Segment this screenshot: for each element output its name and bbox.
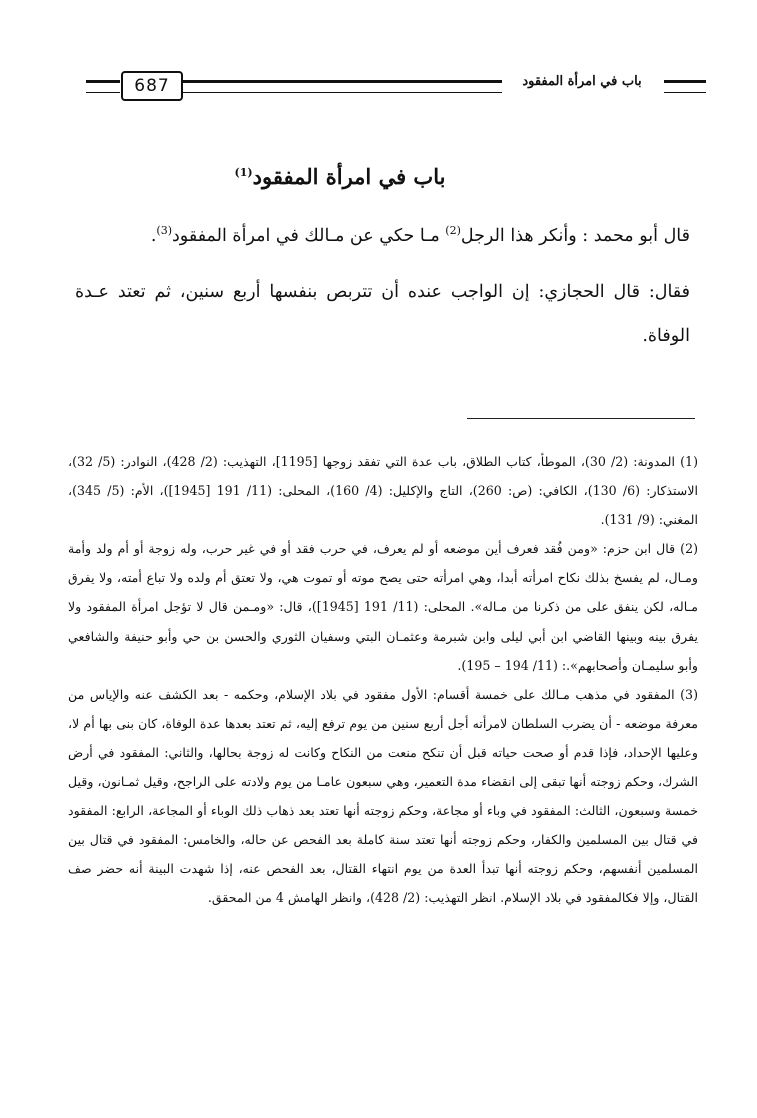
footnote-text: قال ابن حزم: «ومن فُقد فعرف أين موضعه أو لم يعرف، في حرب فقد أو في غير حرب، وله زوجة أو أم ولد وأمة ومـال، لم يفسخ بذلك نكاح امرأته أبدا، وهي امرأته حتى يصح موته أو تموت هي، ولا تعتق أم ولده ولا تباع أمته، ولا يفرق مـاله، لكن ينفق على من ذكرنا من مـاله». المحلى: (11/ 191 [1945])، قال: «ومـمن قال لا تؤجل امرأة المفقود ولا يفرق بينه وبينها القاضي ابن أبي ليلى وابن شبرمة وعثمـان البتي وسفيان الثوري والحسن بن حي وأبو حنيفة والشافعي وأبو سليمـان وأصحابهم».: (11/ 194 – 195). — [68, 541, 698, 673]
footnote-text: المفقود في مذهب مـالك على خمسة أقسام: الأول مفقود في بلاد الإسلام، وحكمه - بعد الكشف عنه والإياس من معرفة موضعه - أن يضرب السلطان لامرأته أجل أربع سنين من يوم ترفع إليه، ثم تعتد بعدها عدة الوفاة، كان بنى بها أم لا، وعليها الإحداد، فإذا قدم أو صحت حياته قبل أن تنكح منعت من النكاح وكانت له زوجة بحالها، والثاني: المفقود في أرض الشرك، وحكم زوجته أنها تبقى إلى انقضاء مدة التعمير، وهي سبعون عامـا من يوم ولادته على الراجح، وقيل ثمـانون، وقيل خمسة وسبعون، الثالث: المفقود في وباء أو مجاعة، وحكم زوجته أنها تعتد بعد ذهاب ذلك الوباء أو المجاعة، الرابع: المفقود في قتال بين المسلمين والكفار، وحكم زوجته أنها تعتد سنة كاملة بعد الفحص عن حاله، والخامس: المفقود في قتال بين المسلمين أنفسهم، وحكم زوجته أنها تبدأ العدة من يوم انتهاء القتال، بعد الفحص عنه، إذا شهدت البينة أنه حضر صف القتال، وإلا فكالمفقود في بلاد الإسلام. انظر التهذيب: (2/ 428)، وانظر الهامش 4 من المحقق. — [68, 686, 698, 906]
footnote-number: (3) — [680, 686, 698, 702]
header-rule-left — [86, 80, 120, 93]
chapter-title — [180, 164, 500, 189]
footnote-1 — [68, 447, 698, 534]
running-title: باب في امرأة المفقود — [522, 74, 642, 89]
body-paragraph-1 — [75, 214, 690, 258]
footnote-ref-3: (3) — [156, 224, 173, 238]
footnotes — [68, 447, 698, 913]
header-rule-middle — [182, 80, 502, 93]
page-number — [121, 71, 183, 101]
footnote-3 — [68, 680, 698, 913]
header-rule-right — [664, 80, 706, 93]
chapter-title-text: باب في امرأة المفقود — [252, 164, 446, 189]
footnote-ref-1: (1) — [234, 166, 253, 179]
footnote-separator — [467, 418, 695, 419]
footnote-number: (1) — [680, 454, 698, 469]
body-p1-part-c: . — [150, 226, 157, 246]
body-paragraph-2: فقال: قال الحجازي: إن الواجب عنده أن تتربص بنفسها أربع سنين، ثم تعتد عـدة الوفاة. — [75, 282, 690, 346]
footnote-ref-2: (2) — [445, 224, 461, 238]
footnote-2 — [68, 534, 698, 679]
body-p1-part-b: مـا حكي عن مـالك في امرأة المفقود — [172, 226, 446, 246]
footnote-text: المدونة: (2/ 30)، الموطأ، كتاب الطلاق، باب عدة التي تفقد زوجها [1195]، التهذيب: (2/ 428)، النوادر: (5/ 32)، الاستذكار: (6/ 130)، الكافي: (ص: 260)، التاج والإكليل: (4/ 160)، المحلى: (11/ 191 [1945])، الأم: (5/ 345)، المغني: (9/ 131). — [68, 454, 699, 528]
footnote-number: (2) — [680, 541, 698, 557]
body-p1-part-a: قال أبو محمد : وأنكر هذا الرجل — [460, 226, 690, 246]
page-number-text: 687 — [134, 76, 170, 96]
